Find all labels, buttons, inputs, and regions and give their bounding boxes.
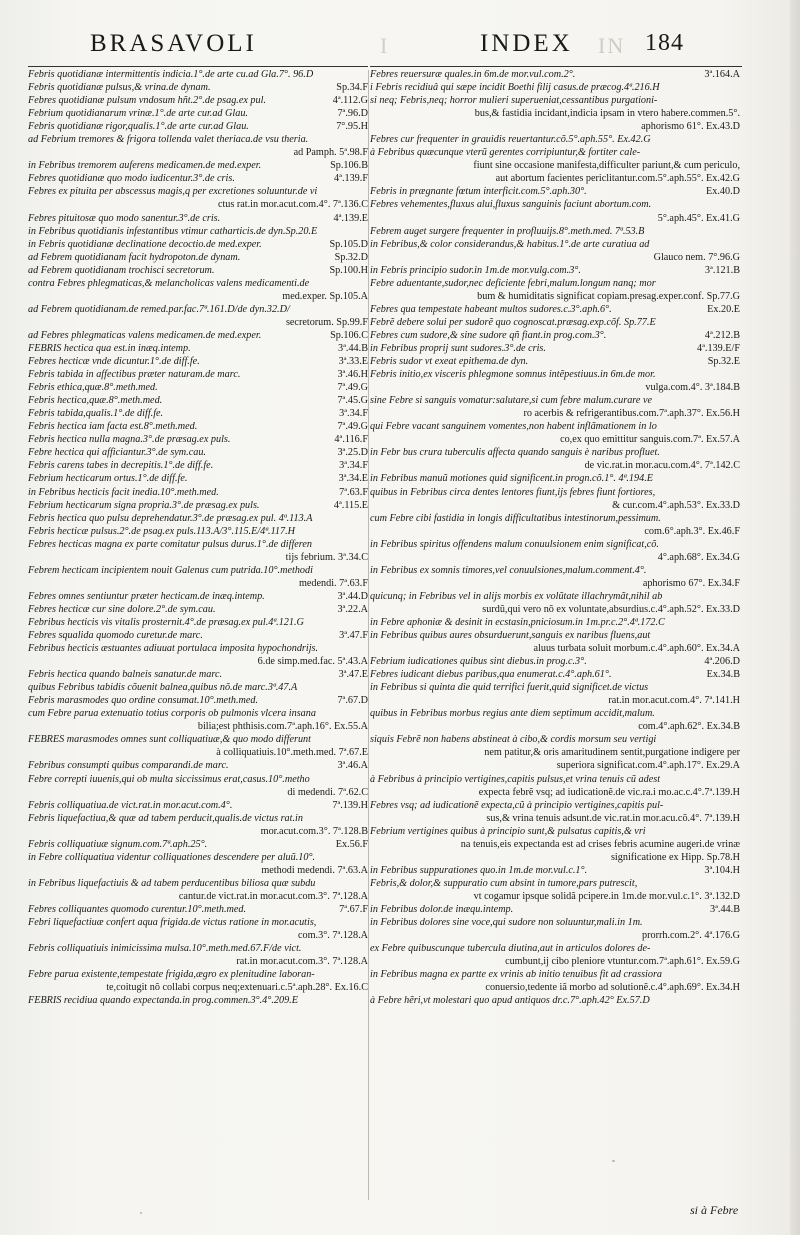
index-entry-line: rat.in mor.acut.com.4°. 7ª.141.H [608,695,740,707]
index-entry-line: Febris quotidianæ pulsus,& vrina.de dynam. Sp.34.F [28,82,368,94]
index-entry-line: quibus in Febribus morbus regius ante diem septimum accidit,malum. [370,708,655,720]
index-entry-line: ctus rat.in mor.acut.com.4°. 7ª.136.C [217,199,368,211]
index-entry-line: Febris initio,ex visceris phlegmone somnus intẽpestiuus.in 6m.de mor. [370,369,656,381]
index-entry-line: Febres hecticæ cur sine dolore.2°.de sym.cau. 3ª.22.A [28,603,368,615]
index-entry-line: superiora significat.com.4°.aph.17°. Ex.29.A [556,760,740,772]
index-entry-line: bus,& fastidia incidant,indicia ipsam in vtero habere.commen.5°. [474,108,740,120]
index-entry-line: in Febribus manuũ motiones quid significent.in progn.cõ.1°. 4ª.194.E [370,473,653,485]
index-entry-line: cumbunt,ij cibo pleniore vtuntur.com.7ª.aph.61°. Ex.59.G [505,956,740,968]
index-entry-line: in Febre aphoniæ & desinit in ecstasin,pniciosum.in 1m.pr.c.2°.4ª.172.C [370,616,665,628]
catchword: si à Febre [690,1203,739,1217]
index-entry-line: & cur.com.4°.aph.53°. Ex.33.D [612,499,740,511]
index-entry-line: in Febribus ex somnis timores,vel conuulsiones,malum.comment.4°. [370,564,647,576]
index-entry-line: quicunq; in Febribus vel in alijs morbis ex volũtate illachrymãt,nihil ab [370,590,663,602]
index-entry-line: Febres cur frequenter in grauidis reuertantur.cõ.5°.aph.55°. Ex.42.G [370,134,651,146]
index-column-right [370,68,740,1007]
index-entry-line: med.exper. Sp.105.A [282,290,368,302]
index-entry-line: com.4°.aph.62°. Ex.34.B [638,721,740,733]
index-entry-line: in Febris principio sudor.in 1m.de mor.vulg.com.3°. 3ª.121.B [370,264,740,276]
index-entry-line: à Febre hẽri,vt molestari quo apud antiquos dr.c.7°.aph.42° Ex.57.D [370,995,650,1007]
index-entry-line: cantur.de vict.rat.in mor.acut.com.3°. 7ª.128.A [178,890,368,902]
index-entry-line: Febres quotidianæ quo modo iudicentur.3°.de cris. 4ª.139.F [28,173,368,185]
index-entry-line: à Febribus quæcunque vterũ gerentes corripiuntur,& fortiter cale- [370,147,641,159]
index-entry-line: Febres squalida quomodo curetur.de marc. 3ª.47.F [28,630,368,642]
index-entry-line: Febris hectica quo pulsu deprehendatur.3°.de præsag.ex pul. 4ª.113.A [28,512,313,524]
index-entry-line: expecta febrẽ vsq; ad iudicationẽ.de vic.ra.i mo.ac.c.4°.7ª.139.H [478,786,740,798]
index-entry-line: Febri liquefactiuæ confert aqua frigida.de victus ratione in mor.acutis, [28,917,317,929]
index-entry-line: Febres hecticas magna ex parte comitatur pulsus durus.1°.de differen [28,538,312,550]
index-entry-line: Febre parua existente,tempestate frigida,ægro ex plenitudine laboran- [28,969,315,981]
index-entry-line: Febris liquefactiua,& quæ ad tabem perducit,qualis.de victus rat.in [28,812,303,824]
index-entry-line: ad Febrem quotidianam trochisci secretorum. Sp.100.H [28,264,368,276]
index-entry-line: ad Febrium tremores & frigora tollenda valet theriaca.de vsu theria. [28,134,309,146]
index-entry-line: Febrium iudicationes quibus sint diebus.in prog.c.3°. 4ª.206.D [370,656,740,668]
index-entry-line: vt cogamur ipsque solidã pcipere.in 1m.de mor.vul.c.1°. 3ª.132.D [473,890,740,902]
index-entry-line: Febres vsq; ad iudicationẽ expecta,cũ à principio vertigines,capitis pul- [370,799,664,811]
index-entry-line: methodi medendi. 7ª.63.A [261,864,368,876]
index-entry-line: aphorismo 67°. Ex.34.F [642,577,740,589]
index-entry-line: Febrium hecticarum signa propria.3°.de præsag.ex puls. 4ª.115.E [28,499,368,511]
index-entry-line: Febres colliquantes quomodo curentur.10°.meth.med. 7ª.67.F [28,904,368,915]
index-entry-line: Febris colliquatiua.de vict.rat.in mor.acut.com.4°. 7ª.139.H [28,799,368,811]
index-entry-line: si neq; Febris,neq; horror mulieri superueniat,cessantibus purgationi- [370,95,658,107]
index-entry-line: com.6°.aph.3°. Ex.46.F [644,525,740,537]
index-entry-line: na tenuis,eis expectanda est ad crises febris acumine augeri.de vrinæ [460,838,740,850]
index-entry-line: Febres omnes sentiuntur præter hecticam.de inæq.intemp. 3ª.44.D [28,590,368,602]
index-entry-line: Febris tabida in affectibus præter naturam.de marc. 3ª.46.H [28,369,368,381]
index-column-left [28,68,368,1007]
index-entry-line: Febrium quotidianarum vrinæ.1°.de arte cur.ad Glau. 7ª.96.D [28,108,368,120]
index-entry-line: in Febribus hecticis facit inedia.10°.meth.med. 7ª.63.F [28,486,368,498]
index-entry-line: tijs febrium. 3ª.34.C [285,551,368,563]
paper-fleck [612,1160,615,1162]
index-entry-line: Febres cum sudore,& sine sudore qñ fiant.in prog.com.3°. 4ª.212.B [370,329,740,341]
index-entry-line: surdũ,qui vero nõ ex voluntate,absurdius.c.4°.aph.52°. Ex.33.D [482,603,740,615]
index-entry-line: Febris hectica nulla magna.3°.de præsag.ex puls. 4ª.116.F [28,434,368,446]
index-entry-line: Febris tabida,qualis.1°.de diff.fe. 3ª.34.F [28,408,368,420]
index-entry-line: in Febribus si quinta die quid terrifici fuerit,quid significet.de victus [370,682,649,694]
index-entry-line: in Febribus,& color considerandus,& habitus.1°.de arte curatiua ad [370,238,650,250]
index-entry-line: Febres qua tempestate habeant multos sudores.c.3°.aph.6°. Ex.20.E [370,303,740,315]
index-entry-line: fiunt sine occasione manifesta,difficulter pariunt,& cum periculo, [473,160,740,172]
index-entry-line: Febres ex pituita per abscessus magis,q per excretiones soluuntur.de vi [28,186,318,198]
index-entry-line: Febrem auget surgere frequenter in profluuijs.8°.meth.med. 7ª.53.B [370,225,645,237]
index-entry-line: medendi. 7ª.63.F [298,577,368,589]
index-entry-line: in Febribus suppurationes quo.in 1m.de mor.vul.c.1°. 3ª.104.H [370,864,740,876]
index-entry-line: sus,& vrina tenuis adsunt.de vic.rat.in mor.acu.cõ.4°. 7ª.139.H [486,812,740,824]
index-entry-line: Febres pituitosæ quo modo sanentur.3°.de cris. 4ª.139.E [28,212,368,224]
index-entry-line: Febrem hecticam incipientem nouit Galenus cum putrida.10°.methodi [28,564,313,576]
index-entry-line: conuersio,tedente iã morbo ad solutionẽ.c.4°.aph.69°. Ex.34.H [485,982,740,994]
index-entry-line: in Febris quotidianæ declinatione decoctio.de med.exper. Sp.105.D [28,238,368,250]
index-entry-line: Febris quotidianæ rigor,qualis.1°.de arte cur.ad Glau. 7°.95.H [28,121,368,133]
index-entry-line: in Febribus liquefactiuis & ad tabem perducentibus biliosa quæ subdu [28,877,316,889]
index-entry-line: te,coitugit nõ collabi corpus neq;extenuari.c.5ª.aph.28°. Ex.16.C [106,982,368,994]
index-entry-line: sine Febre si sanguis vomatur:salutare,si cum febre malum.curare ve [370,395,652,407]
index-entry-line: siquis Febrẽ non habens abstineat à cibo,& cordis morsum seu vertigi [370,734,657,746]
index-entry-line: Febris sudor vt exeat epithema.de dyn. Sp.32.E [370,356,740,368]
index-entry-line: ad Febrem quotidianam facit hydropoton.de dynam. Sp.32.D [28,251,368,263]
index-entry-line: ro acerbis & refrigerantibus.com.7ª.aph.37°. Ex.56.H [523,408,740,420]
index-entry-line: Febribus consumpti quibus comparandi.de marc. 3ª.46.A [28,760,368,772]
index-entry-line: di medendi. 7ª.62.C [287,786,368,798]
index-entry-line: Glauco nem. 7°.96.G [653,251,740,263]
column-divider [368,70,369,1200]
index-entry-line: rat.in mor.acut.com.3°. 7ª.128.A [236,956,368,968]
index-entry-line: prorrh.com.2°. 4ª.176.G [642,930,740,942]
index-entry-line: cum Febre cibi fastidia in longis difficultatibus intestinorum,pessimum. [370,512,661,524]
index-entry-line: com.3°. 7ª.128.A [298,930,368,942]
index-entry-line: bum & humiditatis significat copiam.presag.exper.conf. Sp.77.G [477,290,740,302]
index-entry-line: Febris hecticæ pulsus.2°.de psag.ex puls.113.A/3°.115.E/4ª.117.H [28,525,296,537]
page-binding-edge [790,0,800,1235]
index-entry-line: qui Febre vacant sanguinem vomentes,non habent inflãmationem in lo [370,421,657,433]
index-entry-line: aluus turbata soluit morbum.c.4°.aph.60°. Ex.34.A [533,643,740,655]
header-rule-right [370,66,742,67]
index-entry-line: secretorum. Sp.99.F [285,316,368,328]
index-entry-line: nem patitur,& oris amaritudinem sentit,purgatione indigere per [484,747,740,759]
index-entry-line: in Febribus proprij sunt sudores.3°.de cris. 4ª.139.E/F [370,342,740,354]
index-entry-line: Febres iudicant diebus paribus,qua enumerat.c.4°.aph.61°. Ex.34.B [370,669,740,681]
index-entry-line: in Febre colliquatiua videntur colliquationes descendere per aluũ.10°. [28,851,316,863]
index-entry-line: 5°.aph.45°. Ex.41.G [657,212,740,224]
index-entry-line: ad Febres phlegmaticas valens medicamen.de med.exper. Sp.106.C [28,329,368,341]
index-entry-line: in Febribus spiritus offendens malum conuulsionem enim significat,cõ. [370,538,659,550]
paper-fleck [140,1212,142,1214]
index-entry-line: bilia;est phthisis.com.7ª.aph.16°. Ex.55.A [197,721,368,733]
index-entry-line: mor.acut.com.3°. 7ª.128.B [260,825,368,837]
index-entry-line: in Febr bus crura tuberculis affecta quando sanguis è naribus profluet. [370,447,660,459]
index-entry-line: ex Febre quibuscunque tubercula diutina,aut in articulos dolores de- [370,943,651,955]
index-entry-line: in Febribus dolor.de inæqu.intemp. 3ª.44.B [370,904,740,915]
index-entry-line: quibus in Febribus circa dentes lentores fiunt,ijs febres fiunt fortiores, [370,486,656,498]
index-entry-line: in Febribus quotidianis infestantibus vtimur catharticis.de dyn.Sp.20.E [28,225,318,237]
show-through-letter: I [380,33,391,58]
index-entry-line: vulga.com.4°. 3ª.184.B [645,382,740,394]
index-entry-line: Febres vehementes,fluxus alui,fluxus sanguinis faciunt abortum.com. [370,199,652,211]
index-entry-line: in Febribus tremorem auferens medicamen.de med.exper. Sp.106.B [28,160,368,172]
index-entry-line: Febris in prægnante fœtum interficit.com.5°.aph.30°. Ex.40.D [370,186,740,198]
index-entry-line: in Febribus dolores sine voce,qui sudore non soluuntur,mali.in 1m. [370,917,643,929]
index-entry-line: FEBRIS hectica qua est.in inæq.intemp. 3ª.44.B [28,342,368,354]
index-entry-line: quibus Febribus tabidis cõuenit balnea,quibus nõ.de marc.3ª.47.A [28,682,298,694]
index-entry-line: Febris colliquatiuis inimicissima mulsa.10°.meth.med.67.F/de vict. [28,943,302,955]
index-entry-line: aphorismo 61°. Ex.43.D [641,121,740,133]
index-entry-line: in Febribus quibus aures obsurduerunt,sanguis ex naribus fluens,aut [370,630,651,642]
index-entry-line: ad Febrem quotidianam.de remed.par.fac.7ª.161.D/de dyn.32.D/ [28,303,290,315]
index-entry-line: Febre correpti iuuenis,qui ob multa siccissimus erat,casus.10°.metho [28,773,310,785]
index-entry-line: Febris marasmodes quo ordine consumat.10°.meth.med. 7ª.67.D [28,695,368,707]
index-entry-line: Febris ethica,quæ.8°.meth.med. 7ª.49.G [28,382,368,394]
index-entry-line: Febre aduentante,sudor,nec deficiente febri,malum.longum nanq; mor [370,277,656,289]
index-entry-line: 6.de simp.med.fac. 5ª.43.A [257,656,368,668]
running-head-title: INDEX [480,30,573,57]
index-entry-line: Febrẽ debere solui per sudorẽ quo cognoscat.præsag.exp.cõf. Sp.77.E [370,316,656,328]
index-entry-line: in Febribus magna ex partte ex vrinis ab initio tenuibus fit ad crassiora [370,969,663,981]
index-entry-line: Febres reuersuræ quales.in 6m.de mor.vul.com.2°. 3ª.164.A [370,69,740,80]
index-entry-line: Febris colliquatiuæ signum.com.7ª.aph.25°. Ex.56.F [28,838,368,850]
index-entry-line: FEBRIS recidiua quando expectanda.in prog.commen.3°.4°.209.E [28,995,298,1007]
index-entry-line: à colliquatiuis.10°.meth.med. 7ª.67.E [216,747,368,759]
index-entry-line: de vic.rat.in mor.acu.com.4°. 7ª.142.C [584,460,740,472]
running-head-author: BRASAVOLI [90,30,257,57]
index-entry-line: 4°.aph.68°. Ex.34.G [657,551,740,563]
index-entry-line: Febribus hecticis vis vitalis prosternit.4°.de præsag.ex pul.4ª.121.G [28,616,304,628]
index-entry-line: Febris,& dolor,& suppuratio cum absint in tumore,pars putrescit, [370,877,638,889]
show-through-text: IN [598,33,626,58]
index-entry-line: Febribus hecticis æstuantes adiuuat portulaca imposita hypochondrijs. [28,643,319,655]
index-entry-line: contra Febres phlegmaticas,& melancholicas valens medicamenti.de [28,277,310,289]
index-entry-line: FEBRES marasmodes omnes sunt colliquatiuæ,& quo modo differunt [28,734,311,746]
header-rule-left [28,66,368,67]
index-entry-line: Febris hectica iam facta est.8°.meth.med. 7ª.49.G [28,421,368,433]
index-entry-line: co,ex quo emittitur sanguis.com.7ª. Ex.57.A [560,434,740,446]
index-entry-line: Febris quotidianæ intermittentis indicia.1°.de arte cu.ad Gla.7°. 96.D [28,69,314,80]
index-entry-line: cum Febre parua extenuatio totius corporis ob pulmonis vlcera insana [28,708,316,720]
index-entry-line: Febres quotidianæ pulsum vndosum hñt.2°.de psag.ex pul. 4ª.112.G [28,95,368,107]
index-entry-line: Febrium hecticarum ortus.1°.de diff.fe. 3ª.34.E [28,473,368,485]
index-entry-line: i Febris recidiuâ qui sæpe incidit Boethi filij casus.de præcog.4ª.216.H [370,82,660,94]
index-entry-line: Febris hectica quando balneis sanatur.de marc. 3ª.47.E [28,669,368,681]
index-entry-line: significatione ex Hipp. Sp.78.H [610,851,740,863]
index-entry-line: Febris carens tabes in decrepitis.1°.de diff.fe. 3ª.34.F [28,460,368,472]
index-entry-line: Febrium vertigines quibus à principio sunt,& pulsatus capitis,& vri [370,825,646,837]
page-number: 184 [645,30,684,56]
index-entry-line: aut abortum facientes periclitantur.com.5°.aph.55°. Ex.42.G [495,173,740,185]
index-entry-line: Febres hecticæ vnde dicuntur.1°.de diff.fe. 3ª.33.E [28,356,368,368]
index-entry-line: ad Pamph. 5ª.98.F [293,147,368,159]
index-entry-line: Febre hectica qui afficiantur.3°.de sym.cau. 3ª.25.D [28,447,368,459]
index-entry-line: à Febribus à principio vertigines,capitis pulsus,et vrina tenuis cũ adest [370,773,661,785]
index-entry-line: Febris hectica,quæ.8°.meth.med. 7ª.45.G [28,395,368,407]
